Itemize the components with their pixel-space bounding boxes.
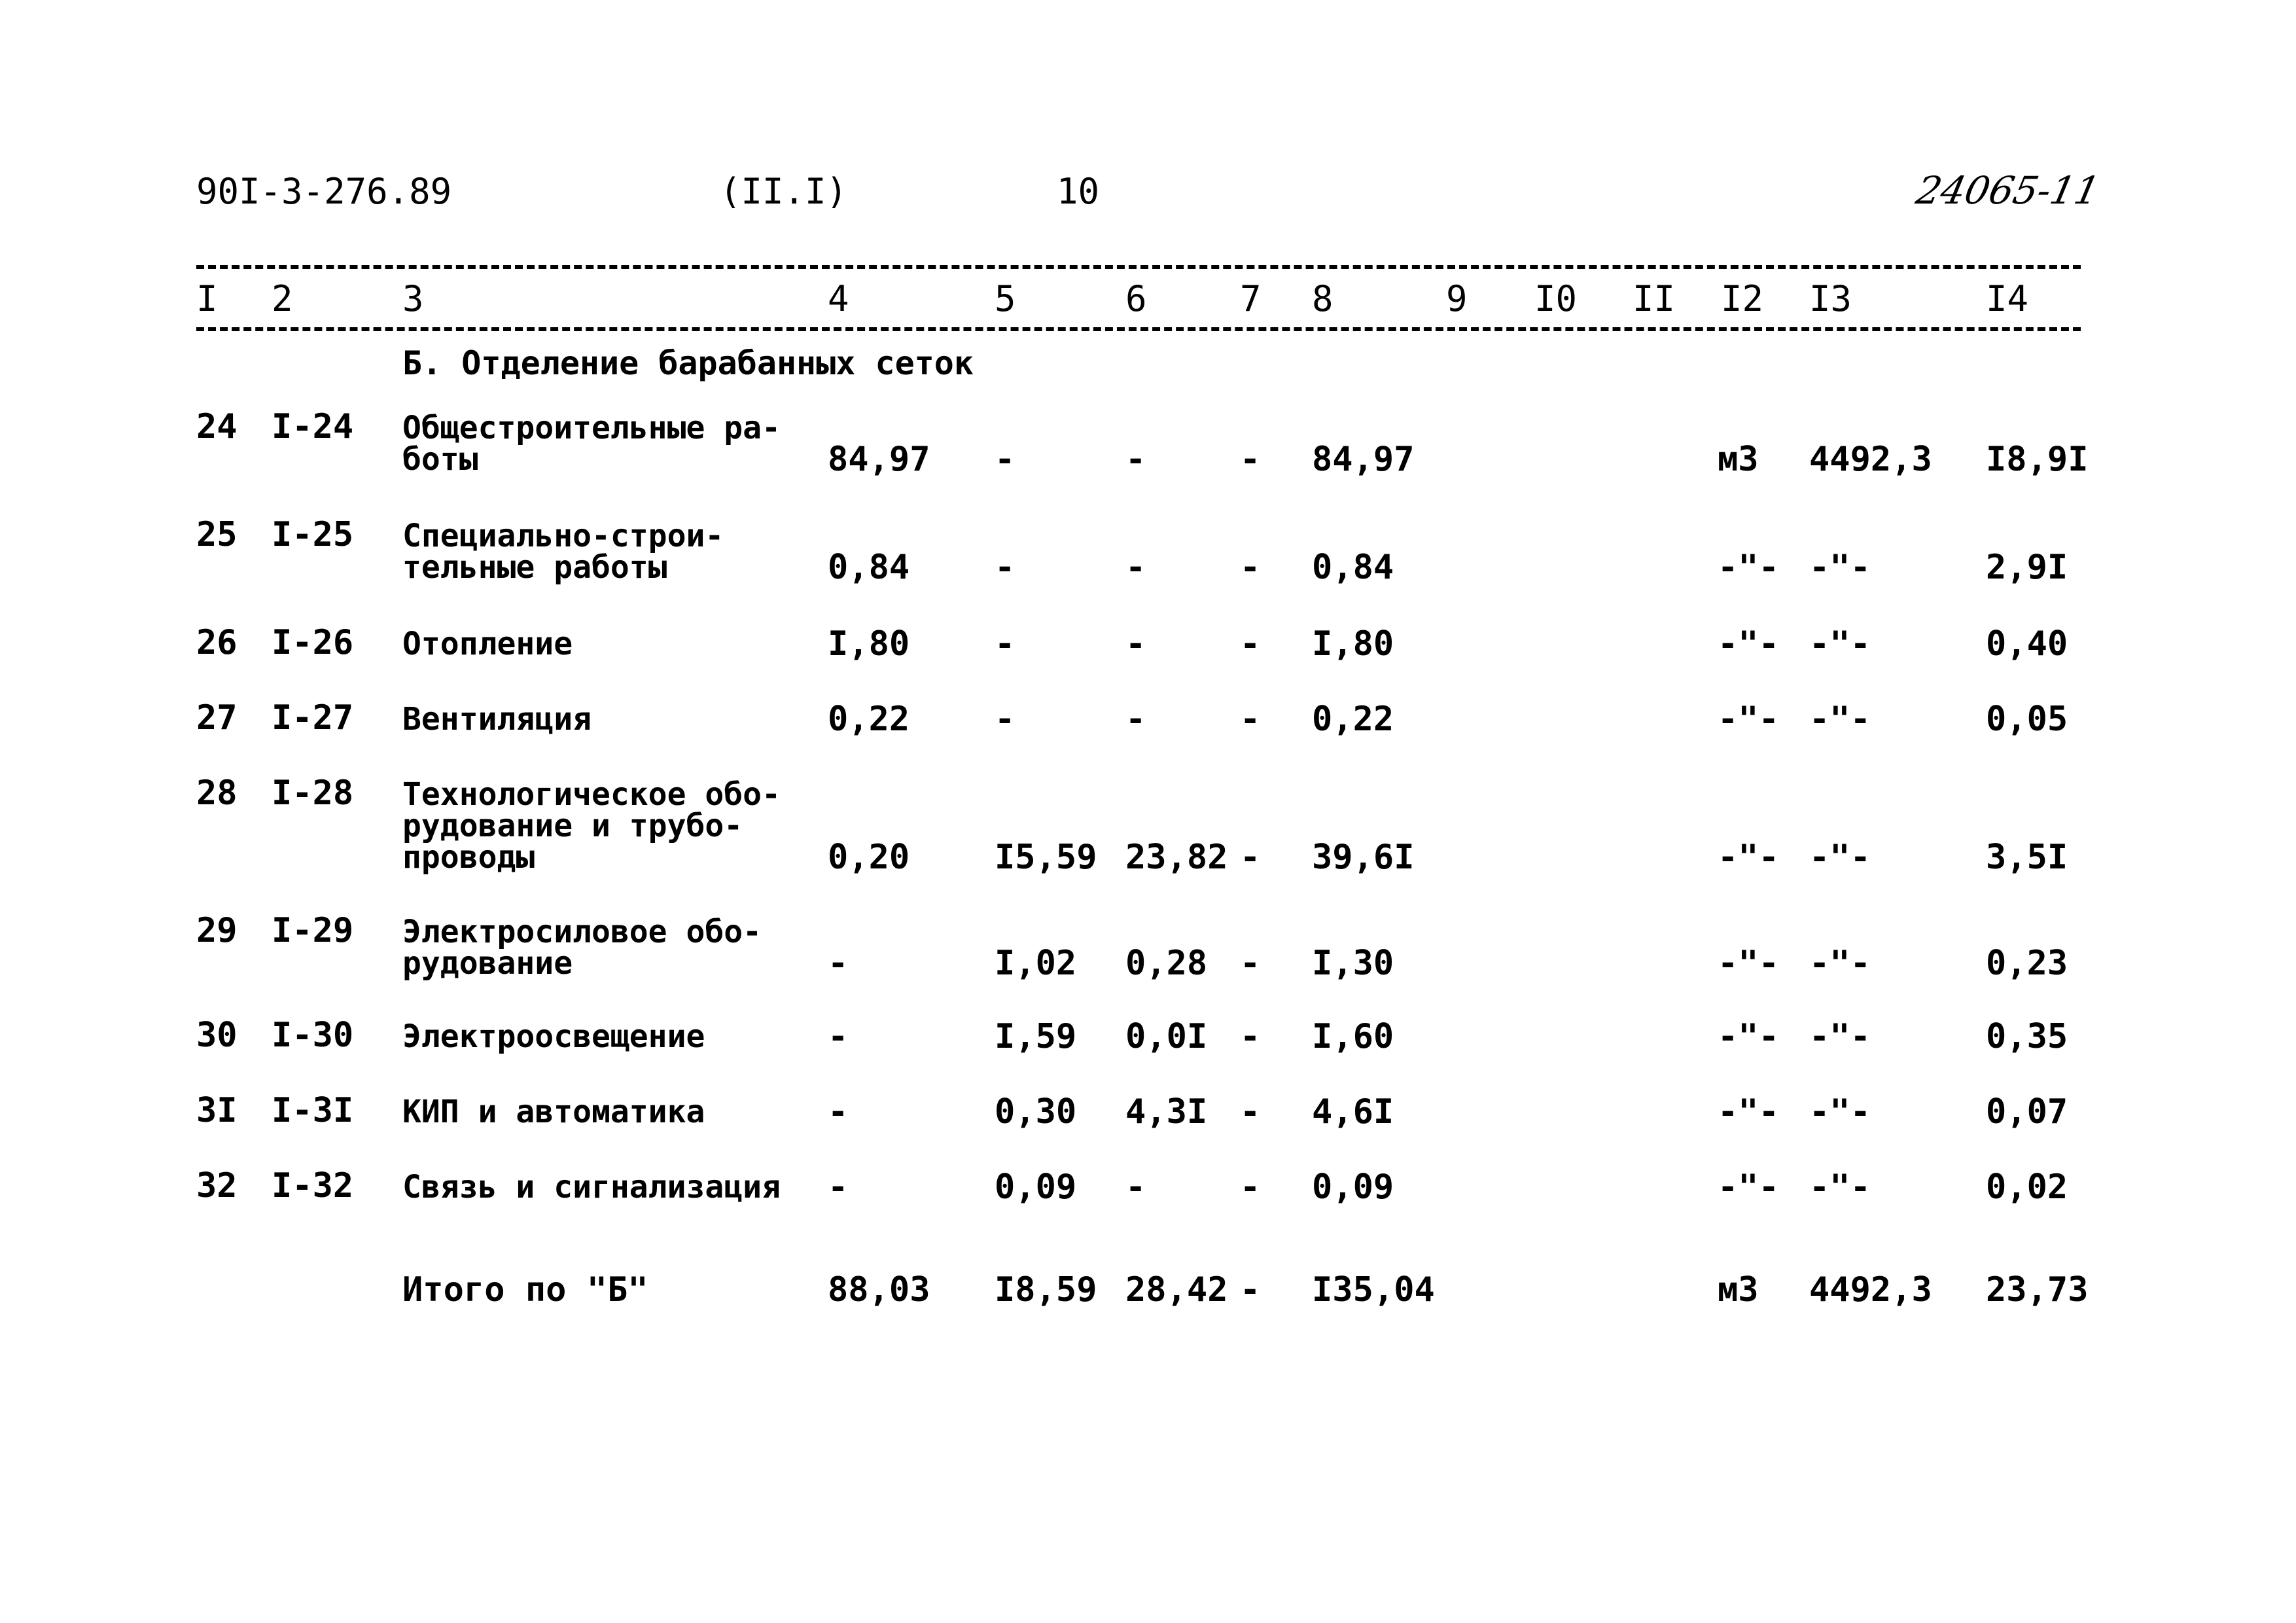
cell-c12: м3: [1718, 440, 1759, 479]
cell-c4: 0,84: [828, 548, 910, 587]
row-name: [402, 410, 781, 478]
cell-c5: -: [995, 440, 1016, 479]
row-code: I-3I: [272, 1091, 354, 1130]
row-number: 3I: [196, 1091, 238, 1130]
row-number: 30: [196, 1016, 238, 1055]
column-number-8: 8: [1312, 278, 1333, 319]
column-number-12: I2: [1721, 278, 1764, 319]
cell-c5: I,59: [995, 1017, 1077, 1056]
cell-c14: 3,5I: [1986, 838, 2068, 877]
row-name-line: тельные работы: [402, 549, 667, 586]
cell-c4: -: [828, 1168, 849, 1207]
handwritten-number: 24065-11: [1912, 168, 2104, 213]
cell-c14: I8,9I: [1986, 440, 2089, 479]
cell-c5: I5,59: [995, 838, 1097, 877]
total-c6: 28,42: [1125, 1270, 1228, 1310]
cell-c7: -: [1240, 548, 1261, 587]
row-code: I-26: [272, 623, 354, 662]
column-number-1: I: [196, 278, 218, 319]
cell-c7: -: [1240, 1092, 1261, 1132]
cell-c8: I,80: [1312, 624, 1394, 664]
cell-c4: -: [828, 944, 849, 983]
doc-code: 90I-3-276.89: [196, 171, 452, 212]
column-number-7: 7: [1240, 278, 1262, 319]
cell-c8: I,60: [1312, 1017, 1394, 1056]
row-number: 29: [196, 911, 238, 950]
row-code: I-30: [272, 1016, 354, 1055]
row-number: 26: [196, 623, 238, 662]
total-c7: -: [1240, 1270, 1261, 1310]
total-c14: 23,73: [1986, 1270, 2089, 1310]
row-name-line: Вентиляция: [402, 701, 592, 738]
header-top-rule: [196, 265, 2081, 269]
cell-c13: -"-: [1809, 700, 1871, 739]
row-name: [402, 1171, 781, 1203]
cell-c5: 0,09: [995, 1168, 1077, 1207]
column-number-3: 3: [402, 278, 424, 319]
cell-c7: -: [1240, 944, 1261, 983]
total-label: Итого по "Б": [402, 1270, 648, 1310]
row-name-line: Общестроительные ра-: [402, 410, 781, 446]
cell-c8: 0,22: [1312, 700, 1394, 739]
cell-c8: 0,09: [1312, 1168, 1394, 1207]
cell-c8: 0,84: [1312, 548, 1394, 587]
row-number: 28: [196, 774, 238, 813]
cell-c7: -: [1240, 700, 1261, 739]
row-number: 25: [196, 515, 238, 554]
cell-c4: -: [828, 1092, 849, 1132]
cell-c6: -: [1125, 548, 1146, 587]
cell-c8: 4,6I: [1312, 1092, 1394, 1132]
cell-c14: 0,07: [1986, 1092, 2068, 1132]
cell-c5: -: [995, 548, 1016, 587]
cell-c12: -"-: [1718, 624, 1779, 664]
row-name: [402, 776, 781, 876]
cell-c6: -: [1125, 1168, 1146, 1207]
row-name-line: боты: [402, 441, 478, 478]
row-name: [402, 914, 762, 982]
cell-c14: 0,23: [1986, 944, 2068, 983]
cell-c6: 0,28: [1125, 944, 1208, 983]
row-code: I-32: [272, 1166, 354, 1205]
row-number: 24: [196, 407, 238, 446]
row-name: [402, 628, 573, 660]
cell-c6: 0,0I: [1125, 1017, 1208, 1056]
row-code: I-24: [272, 407, 354, 446]
row-name-line: Электроосвещение: [402, 1018, 705, 1055]
cell-c14: 2,9I: [1986, 548, 2068, 587]
cell-c5: -: [995, 700, 1016, 739]
cell-c5: I,02: [995, 944, 1077, 983]
header-bottom-rule: [196, 327, 2081, 331]
column-number-13: I3: [1809, 278, 1852, 319]
cell-c12: -"-: [1718, 838, 1779, 877]
column-number-9: 9: [1446, 278, 1468, 319]
row-name-line: рудование и трубо-: [402, 808, 743, 844]
total-c4: 88,03: [828, 1270, 930, 1310]
cell-c14: 0,35: [1986, 1017, 2068, 1056]
row-code: I-28: [272, 774, 354, 813]
cell-c8: 84,97: [1312, 440, 1415, 479]
cell-c12: -"-: [1718, 1017, 1779, 1056]
row-name: [402, 1096, 705, 1128]
section-ref: (II.I): [720, 171, 848, 212]
cell-c5: -: [995, 624, 1016, 664]
column-number-2: 2: [272, 278, 293, 319]
cell-c4: I,80: [828, 624, 910, 664]
cell-c8: I,30: [1312, 944, 1394, 983]
cell-c13: -"-: [1809, 624, 1871, 664]
row-name: [402, 1018, 705, 1055]
cell-c13: -"-: [1809, 1017, 1871, 1056]
cell-c6: -: [1125, 700, 1146, 739]
row-name-line: рудование: [402, 945, 573, 982]
row-name-line: Электросиловое обо-: [402, 914, 762, 950]
column-number-6: 6: [1125, 278, 1147, 319]
cell-c13: -"-: [1809, 944, 1871, 983]
cell-c13: -"-: [1809, 1092, 1871, 1132]
row-name-line: проводы: [402, 839, 535, 876]
row-code: I-27: [272, 698, 354, 738]
row-number: 32: [196, 1166, 238, 1205]
row-name-line: Связь и сигнализация: [402, 1169, 781, 1205]
cell-c14: 0,40: [1986, 624, 2068, 664]
section-title: Б. Отделение барабанных сеток: [402, 344, 974, 382]
column-number-14: I4: [1986, 278, 2029, 319]
page-number: 10: [1057, 171, 1100, 212]
cell-c12: -"-: [1718, 700, 1779, 739]
cell-c13: 4492,3: [1809, 440, 1932, 479]
row-name-line: Отопление: [402, 626, 573, 662]
cell-c6: 23,82: [1125, 838, 1228, 877]
row-name-line: Технологическое обо-: [402, 776, 781, 813]
cell-c6: -: [1125, 440, 1146, 479]
cell-c7: -: [1240, 1168, 1261, 1207]
column-number-5: 5: [995, 278, 1016, 319]
row-code: I-29: [272, 911, 354, 950]
row-code: I-25: [272, 515, 354, 554]
cell-c6: 4,3I: [1125, 1092, 1208, 1132]
column-number-4: 4: [828, 278, 849, 319]
cell-c12: -"-: [1718, 944, 1779, 983]
total-c8: I35,04: [1312, 1270, 1435, 1310]
total-c12: м3: [1718, 1270, 1759, 1310]
column-number-10: I0: [1534, 278, 1578, 319]
cell-c12: -"-: [1718, 548, 1779, 587]
cell-c6: -: [1125, 624, 1146, 664]
cell-c4: -: [828, 1017, 849, 1056]
cell-c14: 0,02: [1986, 1168, 2068, 1207]
cell-c5: 0,30: [995, 1092, 1077, 1132]
cell-c12: -"-: [1718, 1092, 1779, 1132]
cell-c7: -: [1240, 838, 1261, 877]
cell-c4: 0,22: [828, 700, 910, 739]
row-number: 27: [196, 698, 238, 738]
cell-c4: 0,20: [828, 838, 910, 877]
cell-c7: -: [1240, 440, 1261, 479]
cell-c14: 0,05: [1986, 700, 2068, 739]
cell-c8: 39,6I: [1312, 838, 1415, 877]
total-c13: 4492,3: [1809, 1270, 1932, 1310]
column-number-11: II: [1633, 278, 1676, 319]
cell-c7: -: [1240, 1017, 1261, 1056]
total-c5: I8,59: [995, 1270, 1097, 1310]
row-name: [402, 518, 724, 586]
row-name-line: Специально-строи-: [402, 518, 724, 554]
cell-c7: -: [1240, 624, 1261, 664]
row-name-line: КИП и автоматика: [402, 1094, 705, 1130]
row-name: [402, 701, 592, 738]
cell-c12: -"-: [1718, 1168, 1779, 1207]
cell-c13: -"-: [1809, 548, 1871, 587]
cell-c13: -"-: [1809, 1168, 1871, 1207]
cell-c13: -"-: [1809, 838, 1871, 877]
cell-c4: 84,97: [828, 440, 930, 479]
